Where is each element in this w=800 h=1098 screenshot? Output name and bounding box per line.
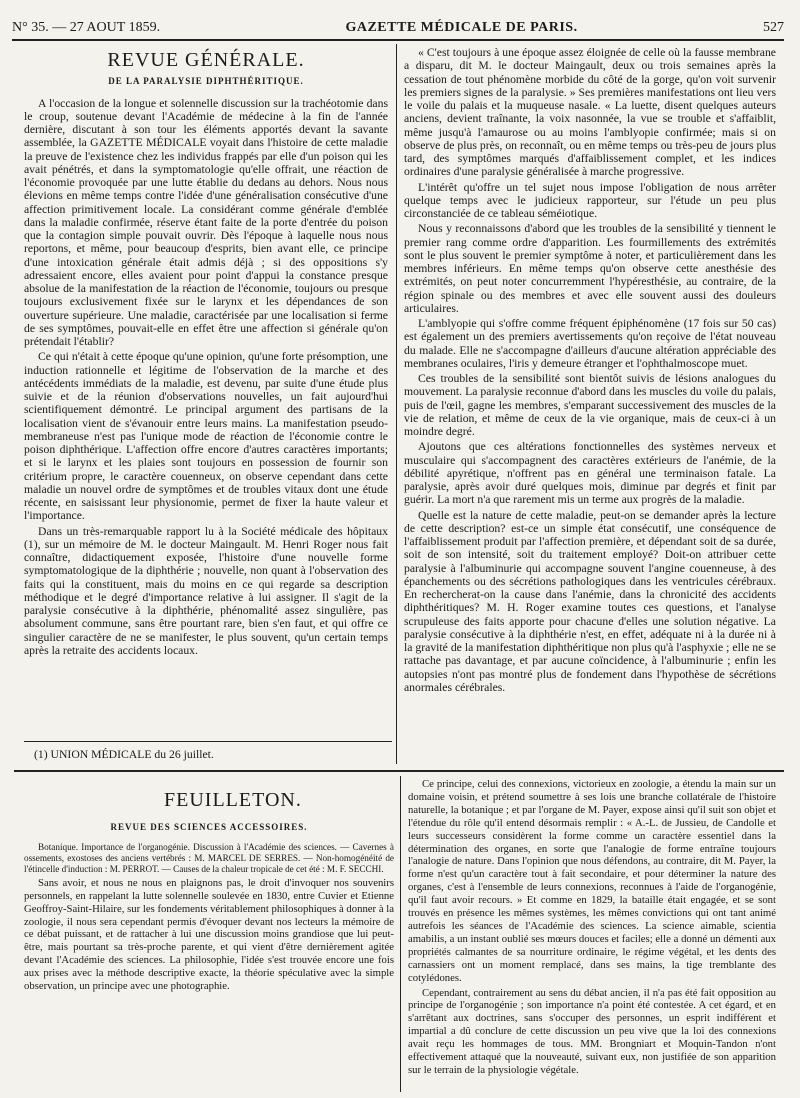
footnote-rule: [24, 741, 392, 742]
feuilleton-title: FEUILLETON.: [164, 790, 302, 811]
paragraph: L'intérêt qu'offre un tel sujet nous impose l'obligation de nous arrêter quelque temps avec le judicieux rapporteur, sur l'étude un peu plus circonstanciée de ce tableau séméiotique.: [404, 180, 776, 220]
page-number: 527: [762, 20, 784, 35]
revue-subtitle: DE LA PARALYSIE DIPHTHÉRITIQUE.: [108, 76, 304, 87]
column-divider-bottom: [400, 776, 401, 1092]
feuilleton-left-column: [24, 790, 394, 1090]
feuilleton-right-column: [408, 778, 776, 1092]
paragraph: Dans un très-remarquable rapport lu à la Société médicale des hôpitaux (1), sur un mémoire de M. le docteur Maingault. M. Henri Roger nous fait connaître, didactiquement exposée, l'histoire d'une nouvelle forme symptomatologique de la diphthérie ; nouvelle, non quant à l'observation des faits qui la constituent, mais du moins en ce qui regarde sa description méthodique et le degré d'importance relative à lui assigner. Il s'agit de la paralysie consécutive à la diphthérie, phénomalité assez singulière, pas absolument commune, sans être pourtant rare, bien s'en faut, et qui offre ce singulier caractère de ne se manifester, le plus souvent, qu'un certain temps après la retraite des accidents locaux.: [24, 524, 388, 657]
paragraph: Quelle est la nature de cette maladie, peut-on se demander après la lecture de cette description? est-ce un simple état consécutif, une conséquence de l'affaiblissement produit par l'affection première, et dépendant soit de sa durée, soit de son intensité, soit du traitement employé? Doit-on attribuer cette paralysie à l'albuminurie qui accompagne souvent l'angine couenneuse, à des épanchements ou des sécrétions pathologiques dans les ventricules cérébraux. En rechercherat-on la cause dans l'anémie, dans la chronicité des accidents diphthéritiques? M. H. Roger examine toutes ces questions, et l'analyse scrupuleuse des faits apporte pour chacune d'elles une solution négative. La paralysie consécutive à la diphthérie n'est, en effet, adéquate ni à la durée ni à la gravité de la manifestation diphthéritique non plus qu'à l'asphyxie ; elle ne se rattache pas davantage, et par aucune coïncidence, à l'albuminurie ; enfin les autopsies n'ont pas montré plus de fondement dans l'hypothèse de sécrétions anormales cérébrales.: [404, 508, 776, 694]
revue-left-column: [24, 46, 388, 750]
paragraph: Cependant, contrairement au sens du débat ancien, il n'a pas été fait opposition au principe de l'organogénie ; son importance n'a point été contestée. A cet égard, et en s'arrêtant aux doctrines, sans s'occuper des personnes, un esprit indifférent et impartial a dû conclure de cette discussion un peu vive que la loi des connexions avait reçu les hommages de tous. MM. Brongniart et Moquin-Tandon n'ont effectivement attaqué que la nouveauté, suivant eux, non justifiée de son apparition sur le terrain de la physiologie végétale.: [408, 986, 776, 1076]
feuilleton-subtitle: REVUE DES SCIENCES ACCESSOIRES.: [110, 821, 308, 832]
paragraph: Ce qui n'était à cette époque qu'une opinion, qu'une forte présomption, une induction rationnelle et légitime de l'observation de la marche et des antécédents immédiats de la maladie, est devenu, par suite d'une étude plus suivie et de la réunion d'observations nouvelles, un fait aujourd'hui scientifiquement démontré. Le principal argument des partisans de la localisation vient de s'évanouir entre leurs mains. La manifestation pseudo-membraneuse n'est pas l'unique mode de réaction de l'économie contre le poison diphthérique. L'affection offre encore d'autres caractères importants; et si le larynx et les plaies sont toujours en possession de fournir son critérium propre, le caractère couenneux, on observe cependant dans cette maladie un nouvel ordre de symptômes et de troubles vitaux dont une étude récente, en saisissant leur physionomie, permet de fixer la haute valeur et l'importance.: [24, 350, 388, 523]
paragraph: Ajoutons que ces altérations fonctionnelles des systèmes nerveux et musculaire qui s'accompagnent des caractères extérieurs de l'anémie, de la débilité apyrétique, n'offrent pas en général une terminaison fatale. La paralysie, après avoir duré quelques mois, diminue par degrés et finit par guérir. La mort n'a que rarement mis un terme aux progrès de la maladie.: [404, 440, 776, 507]
paragraph: « C'est toujours à une époque assez éloignée de celle où la fausse membrane a disparu, dit M. le docteur Maingault, deux ou trois semaines après la cessation de tout phénomène morbide du côté de la gorge, qu'on voit survenir les premiers signes de la paralysie. » Ses premières manifestations ont lieu vers le voile du palais et la muqueuse nasale. « La luette, disent quelques auteurs anciens, devient traînante, la voix nasonnée, la vue se trouble et s'affaiblit, même jusqu'à l'amaurose ou au moins l'amblyopie confirmée; mais si on observe de plus près, on reconnaît, ou en même temps ou très-peu de jours plus tard, des symptômes marqués d'affaiblissement complet, et les indices ordinaires d'une paralysie généralisée à marche progressive.: [404, 46, 776, 179]
journal-title: GAZETTE MÉDICALE DE PARIS.: [345, 20, 578, 35]
revue-title: REVUE GÉNÉRALE.: [107, 49, 305, 71]
paragraph: L'amblyopie qui s'offre comme fréquent épiphénomène (17 fois sur 50 cas) est également un des premiers avertissements qu'on reçoive de l'état nouveau du malade. Elle ne s'accompagne d'ailleurs d'aucune altération appréciable des membranes oculaires, l'iris y demeure étranger et l'ophthalmoscope muet.: [404, 317, 776, 370]
feuilleton-rule: [14, 770, 784, 772]
paragraph: A l'occasion de la longue et solennelle discussion sur la trachéotomie dans le croup, soutenue devant l'Académie de médecine à la fin de l'année dernière, discutant à son tour les éléments apportés devant la savante assemblée, la GAZETTE MÉDICALE voyait dans l'histoire de cette maladie la preuve de l'existence chez les individus frappés par elle d'un poison qui les avait pénétrés, et dans la symptomatologie qu'elle offrait, une réaction de l'économie provoquée par une lutte établie du dedans au dehors. Nous nous élevions en même temps contre l'idée d'une généralisation consécutive d'une affection primitivement locale. La considérant comme générale d'emblée dans la maladie confirmée, réserve étant faite de la porte d'entrée du poison que la contagion simple pouvait ouvrir. Dès l'époque à laquelle nous nous reportons, et même, pour beaucoup d'esprits, bien avant elle, ce principe d'une intoxication générale était admis déjà ; si des oppositions s'y adressaient encore, elles avaient pour point d'appui la constance presque absolue de la manifestation de la réaction de l'économie, toujours ou presque toujours exclusivement fixée sur le larynx et les dépendances de son ouverture supérieure. Une maladie, caractérisée par une localisation si ferme de ses symptômes, pouvait-elle en effet être une affection si générale qu'on prétendait l'établir?: [24, 96, 388, 348]
paragraph: Ce principe, celui des connexions, victorieux en zoologie, a étendu la main sur un domaine voisin, et prétend soumettre à ses lois une branche collatérale de l'histoire naturelle, la botanique ; et par l'organe de M. Payer, expose ainsi qu'il suit son objet et l'étendue du rôle qu'il entend désormais remplir : « A.-L. de Jussieu, de Candolle et leurs successeurs considèrent la forme comme un caractère essentiel dans la détermination des organes, en sorte que l'analogie de forme entraîne toujours l'analogie de nature. Dans l'opinion que nous défendons, au contraire, dit M. Payer, la forme n'est qu'un caractère tout à fait secondaire, et pour déterminer la nature des organes, c'est à l'ensemble de leurs connexions, reconnues à l'aide de l'organogénie, qu'il faut avoir recours. » Et comme en 1829, la bataille était engagée, et se sont trouvés en présence les mêmes systèmes, les mêmes convictions qui ont tant animé autrefois les séances de l'Académie des sciences. La science aimable, scientia amabilis, a un instant oublié ses mœurs douces et faciles; elle a donné un démenti aux propriétés calmantes de sa nourriture ordinaire, le régime végétal, et les dents des carnassiers ont un moment remplacé, dans ses mains, la tige tremblante des cotylédones.: [408, 778, 776, 984]
feuilleton-summary: Botanique. Importance de l'organogénie. Discussion à l'Académie des sciences. — Cavernes à ossements, exostoses des anciens vertébrés : M. MARCEL DE SERRES. — Non-homogénéité de l'étincelle d'induction : M. PERROT. — Causes de la chaleur tropicale de cet été : M. F. SECCHI.: [24, 841, 394, 874]
paragraph: Sans avoir, et nous ne nous en plaignons pas, le droit d'invoquer nos souvenirs personnels, en rappelant la lutte solennelle soulevée en 1830, entre Cuvier et Etienne Geoffroy-Saint-Hilaire, sur les fondements véritablement philosophiques à donner à la zoologie, il nous sera cependant permis d'évoquer devant nos lecteurs la mémoire de ce débat puissant, et de rattacher à lui une discussion moins grandiose que lui peut-être, mais pourtant sa très-proche parente, et qui vient d'être dernièrement agitée devant l'Académie des sciences. La philosophie, l'idée s'est trouvée encore une fois aux prises avec la méthode descriptive exacte, la théorie spéculative avec la simple observation, un principe avec une photographie.: [24, 876, 394, 993]
revue-right-column: [404, 46, 776, 764]
paragraph: Nous y reconnaissons d'abord que les troubles de la sensibilité y tiennent le premier rang comme ordre d'apparition. Les fourmillements des extrémités sont le plus souvent le premier symptôme à noter, et particulièrement dans les membres inférieurs. En même temps qu'on observe cette anesthésie des extrémités, on peut noter concurremment l'hypéresthésie, au contraire, de la région spinale ou des membres et avec elle souvent aussi des douleurs articulaires.: [404, 222, 776, 315]
paragraph: Ces troubles de la sensibilité sont bientôt suivis de lésions analogues du mouvement. La paralysie reconnue d'abord dans les muscles du voile du palais, puis de l'œil, gagne les membres, s'emparant successivement des muscles de la vie de relation, et même de ceux de la vie organique, mais de ceux-ci à un moindre degré.: [404, 372, 776, 438]
page-header: [12, 12, 784, 41]
footnote: (1) UNION MÉDICALE du 26 juillet.: [34, 748, 214, 761]
column-divider-top: [396, 44, 397, 764]
issue-number: N° 35. — 27 AOUT 1859.: [12, 20, 161, 35]
